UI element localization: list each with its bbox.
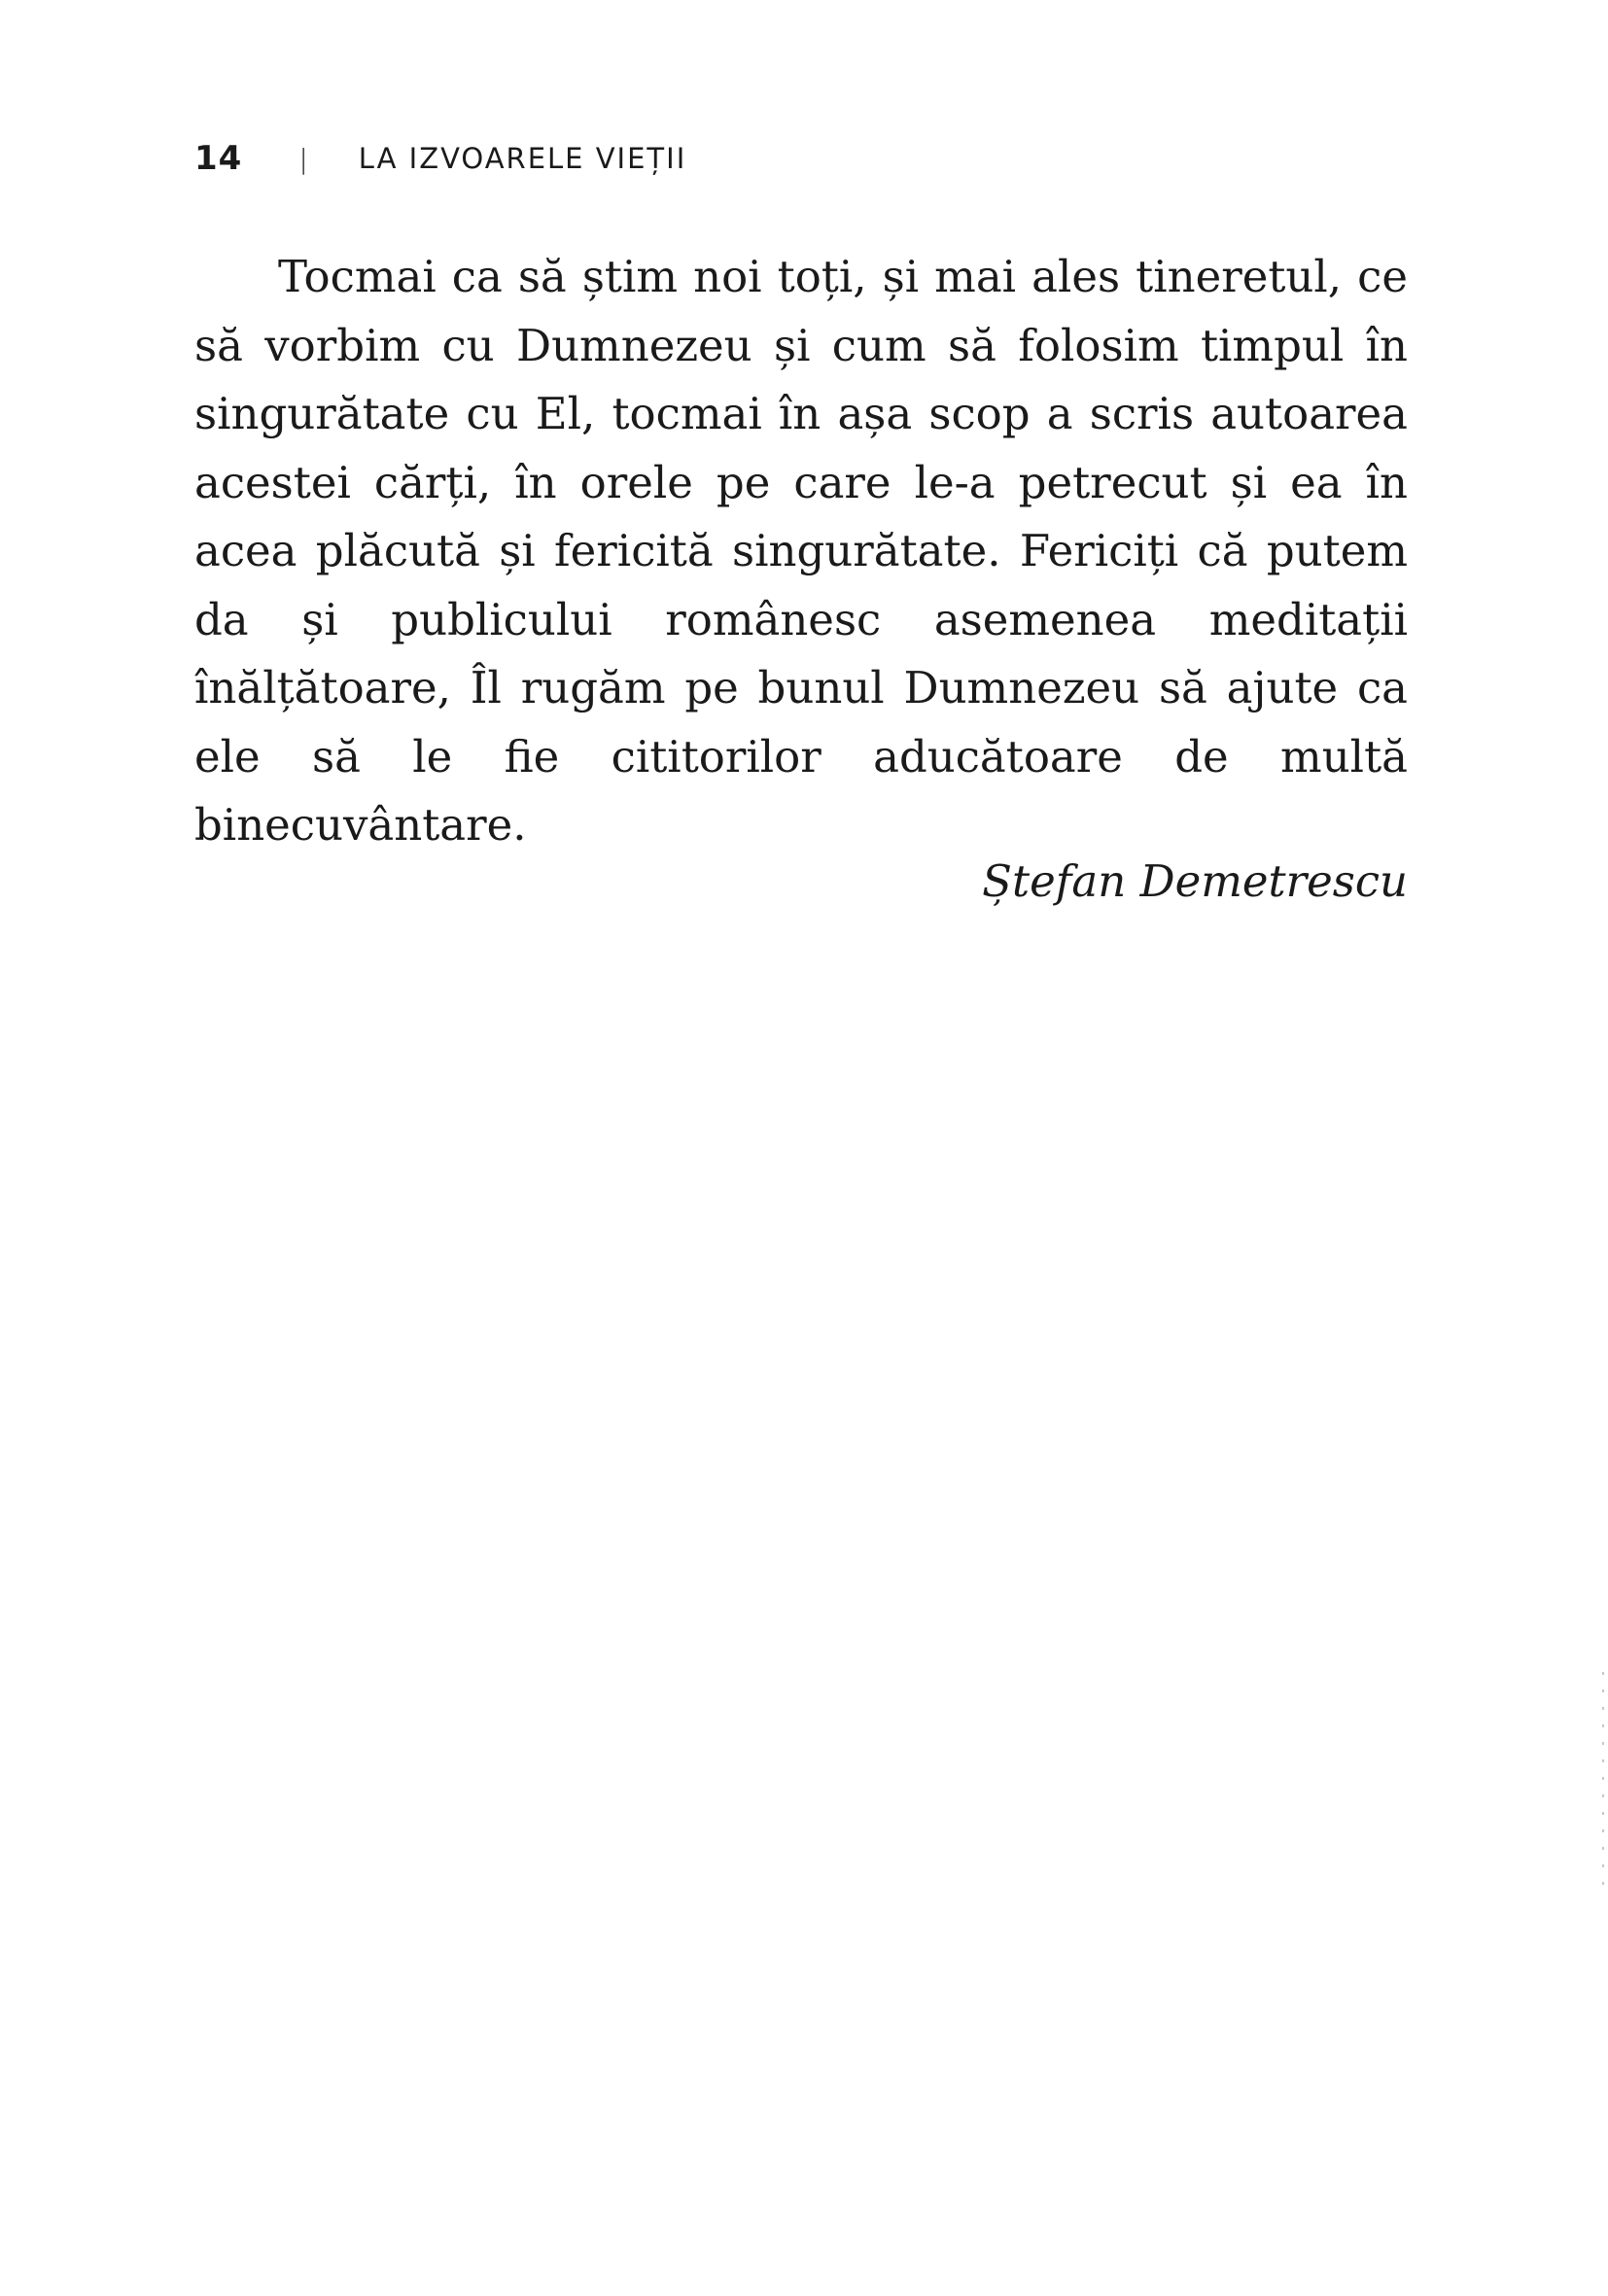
- page-number: 14: [194, 139, 243, 178]
- printer-crop-marks: [1602, 1672, 1604, 1896]
- book-title: LA IZVOARELE VIEȚII: [358, 142, 687, 175]
- running-head: [194, 134, 686, 183]
- header-separator: |: [298, 142, 308, 175]
- author-signature: Ștefan Demetrescu: [982, 855, 1408, 907]
- body-paragraph: Tocmai ca să știm noi toți, și mai ales tineretul, ce să vorbim cu Dumnezeu și cum să folosim timpul în singurătate cu El, tocmai în așa scop a scris autoarea acestei cărți, în orele pe care le-a petrecut și ea în acea plăcută și fericită singurătate. Fericiți că putem da și publicului românesc asemenea meditații înălțătoare, Îl rugăm pe bunul Dumnezeu să ajute ca ele să le fie cititorilor aducătoare de multă binecuvântare.: [194, 251, 1408, 851]
